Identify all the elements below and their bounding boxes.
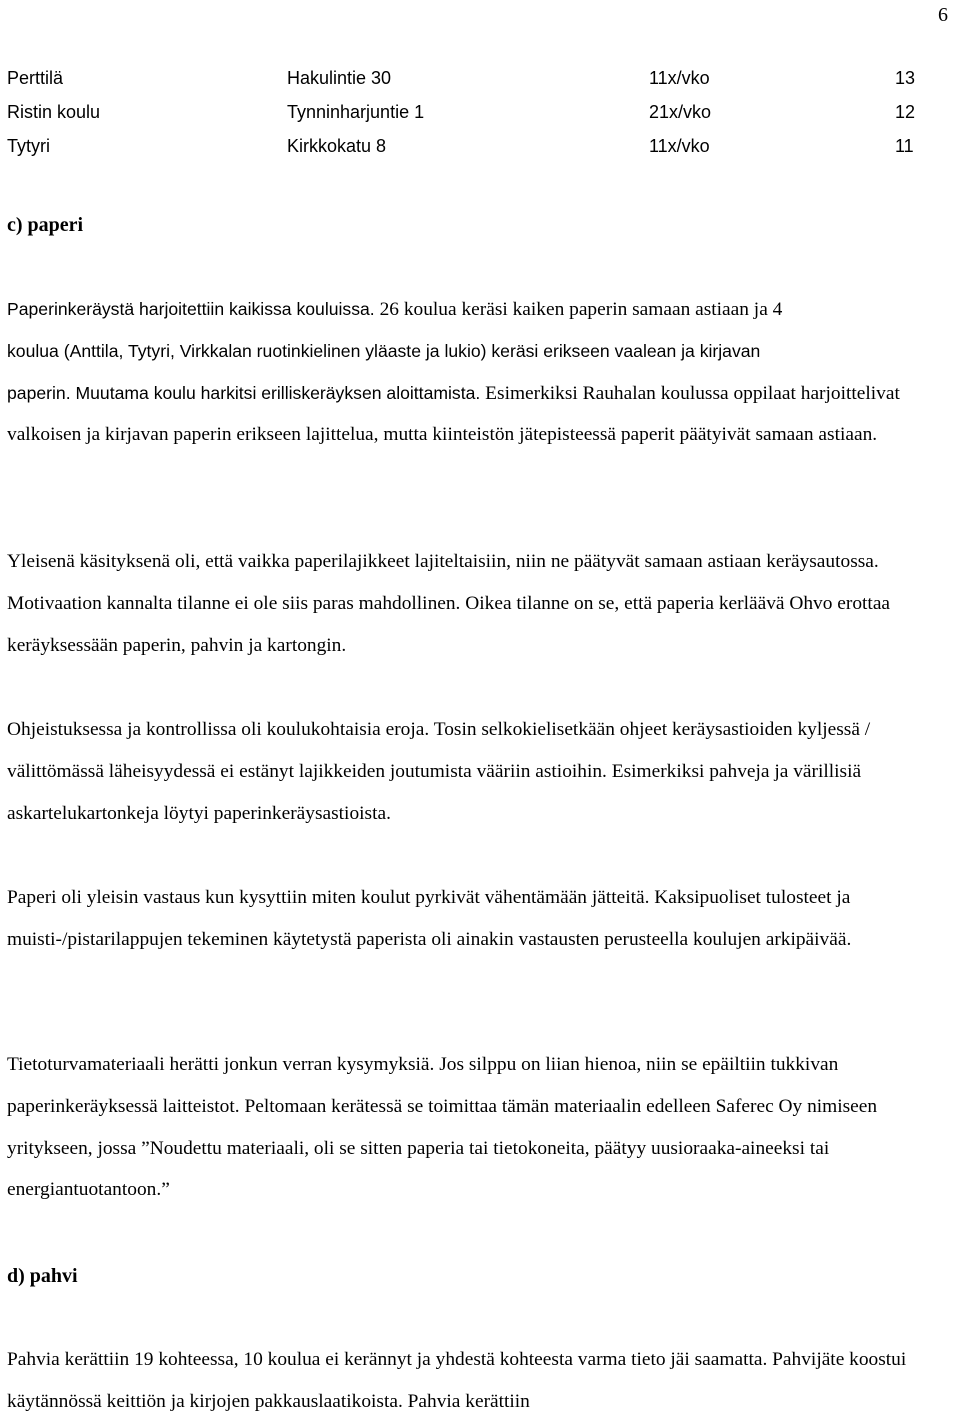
paragraph-segment: 26 koulua keräsi kaiken paperin samaan astiaan ja 4 (379, 299, 783, 320)
table-row (7, 98, 927, 126)
school-address: Tynninharjuntie 1 (287, 102, 425, 122)
paragraph-segment: Esimerkiksi Rauhalan koulussa oppilaat harjoittelivat valkoisen ja kirjavan paperin erikseen lajittelua, mutta kiinteistön jätepisteessä paperit päätyivät samaan astiaan. (7, 382, 900, 446)
paragraph-data-security: Tietoturvamateriaali herätti jonkun verran kysymyksiä. Jos silppu on liian hienoa, niin se epäiltiin tukkivan paperinkeräyksessä laitteistot. Peltomaan kerätessä se toimittaa tämän materiaalin edelleen Saferec Oy nimiseen yritykseen, jossa ”Noudettu materiaali, oli se sitten paperia tai tietokoneita, päätyy uusioraaka-aineeksi tai energiantuotantoon.” (7, 1054, 878, 1201)
row-value: 13 (895, 68, 916, 88)
paragraph-instructions: Ohjeistuksessa ja kontrollissa oli koulukohtaisia eroja. Tosin selkokielisetkään ohjeet keräysastioiden kyljessä / välittömässä läheisyydessä ei estänyt lajikkeiden joutumista vääriin astioihin. Esimerkiksi pahveja ja värillisiä askartelukartonkeja löytyi paperinkeräysastioista. (7, 719, 871, 824)
paragraph-segment: paperin. Muutama koulu harkitsi erilliskeräyksen aloittamista. (7, 382, 486, 403)
paragraph-cardboard: Pahvia kerättiin 19 kohteessa, 10 koulua ei kerännyt ja yhdestä kohteesta varma tieto jäi saamatta. Pahvijäte koostui käytännössä keittiön ja kirjojen pakkauslaatikoista. Pahvia kerättiin (7, 1349, 907, 1412)
paragraph-general-view: Yleisenä käsityksenä oli, että vaikka paperilajikkeet lajiteltaisiin, niin ne päätyvät samaan astiaan keräysautossa. Motivaation kannalta tilanne ei ole siis paras mahdollinen. Oikea tilanne on se, että paperia kerläävä Ohvo erottaa keräyksessään paperin, pahvin ja kartongin. (7, 551, 891, 656)
paragraph-segment: koulua (Anttila, Tytyri, Virkkalan ruotinkielinen yläaste ja lukio) keräsi erikseen vaalean ja kirjavan (7, 340, 761, 361)
row-value: 12 (895, 102, 916, 122)
paragraph-paper-collection (7, 289, 955, 456)
school-name: Perttilä (7, 68, 64, 88)
paragraph-reduce-waste: Paperi oli yleisin vastaus kun kysyttiin miten koulut pyrkivät vähentämään jätteitä. Kaksipuoliset tulosteet ja muisti-/pistarilappujen tekeminen käytetystä paperista oli ainakin vastausten perusteella koulujen arkipäivää. (7, 887, 852, 950)
collection-frequency: 11x/vko (649, 68, 710, 88)
table-row (7, 64, 927, 92)
school-address: Kirkkokatu 8 (287, 136, 387, 156)
section-heading-cardboard: d) pahvi (7, 1265, 78, 1287)
school-name: Ristin koulu (7, 102, 101, 122)
paragraph-segment: Paperinkeräystä harjoitettiin kaikissa kouluissa. (7, 299, 380, 319)
page-number: 6 (938, 4, 948, 26)
section-heading-paper: c) paperi (7, 214, 84, 236)
school-name: Tytyri (7, 136, 50, 156)
collection-frequency: 21x/vko (649, 102, 712, 122)
row-value: 11 (895, 136, 914, 156)
table-row (7, 132, 927, 160)
school-address: Hakulintie 30 (287, 68, 392, 88)
collection-frequency: 11x/vko (649, 136, 710, 156)
